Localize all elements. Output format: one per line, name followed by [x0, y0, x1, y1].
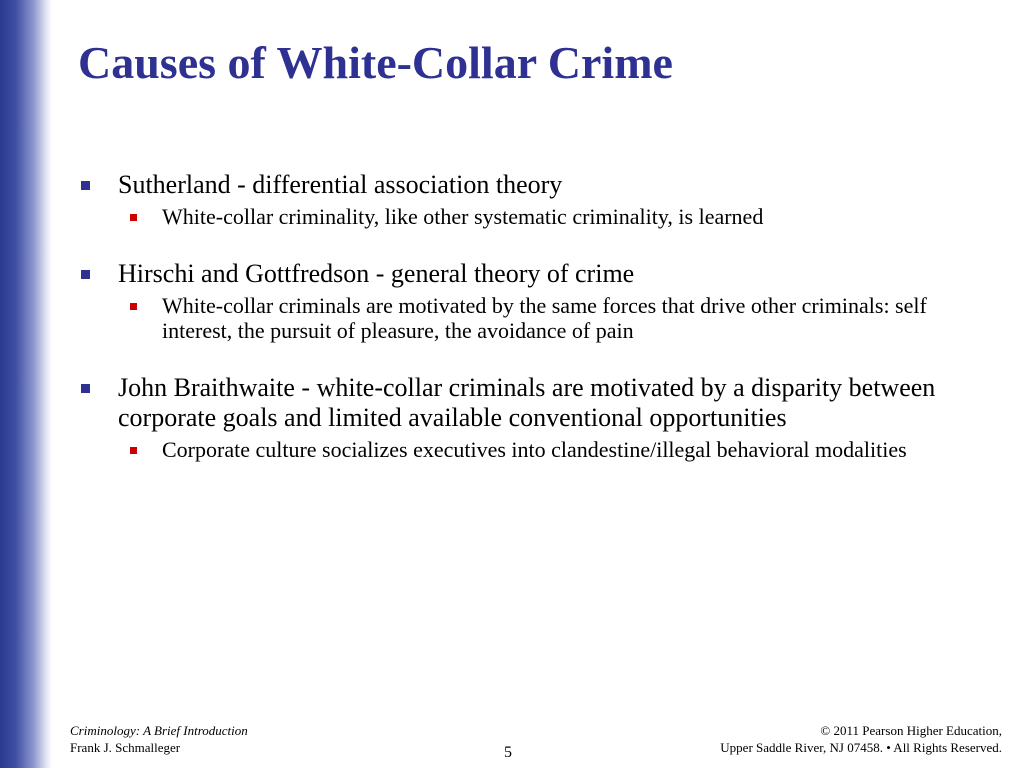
bullet-item	[78, 373, 998, 433]
square-bullet-icon	[130, 447, 137, 454]
sub-bullet-text: White-collar criminals are motivated by the same forces that drive other criminals: self interest, the pursuit of pleasure, the avoidance of pain	[162, 293, 927, 343]
bullet-text: Sutherland - differential association theory	[118, 170, 563, 199]
bullet-item	[78, 170, 998, 200]
bullet-group-hirschi	[78, 259, 998, 343]
bullet-group-sutherland	[78, 170, 998, 229]
sub-bullet-item	[78, 204, 998, 229]
sub-bullet-item	[78, 437, 998, 462]
square-bullet-icon	[130, 214, 137, 221]
author-name: Frank J. Schmalleger	[70, 740, 181, 755]
address-text: Upper Saddle River, NJ 07458. • All Rights Reserved.	[720, 740, 1002, 755]
footer-copyright	[720, 722, 1002, 756]
square-bullet-icon	[81, 384, 90, 393]
square-bullet-icon	[130, 303, 137, 310]
sub-bullet-item	[78, 293, 998, 343]
footer-citation	[70, 722, 248, 756]
square-bullet-icon	[81, 270, 90, 279]
sub-bullet-text: Corporate culture socializes executives into clandestine/illegal behavioral modalities	[162, 437, 907, 462]
side-accent-bar	[0, 0, 52, 768]
copyright-text: © 2011 Pearson Higher Education,	[820, 723, 1002, 738]
bullet-item	[78, 259, 998, 289]
bullet-text: Hirschi and Gottfredson - general theory of crime	[118, 259, 635, 288]
square-bullet-icon	[81, 181, 90, 190]
book-title: Criminology: A Brief Introduction	[70, 723, 248, 738]
bullet-list	[78, 170, 998, 492]
sub-bullet-text: White-collar criminality, like other systematic criminality, is learned	[162, 204, 764, 229]
bullet-group-braithwaite	[78, 373, 998, 462]
slide-title: Causes of White-Collar Crime	[78, 37, 673, 88]
bullet-text: John Braithwaite - white-collar criminals are motivated by a disparity between corporate goals and limited available conventional opportunities	[118, 373, 936, 432]
page-number: 5	[504, 744, 512, 761]
